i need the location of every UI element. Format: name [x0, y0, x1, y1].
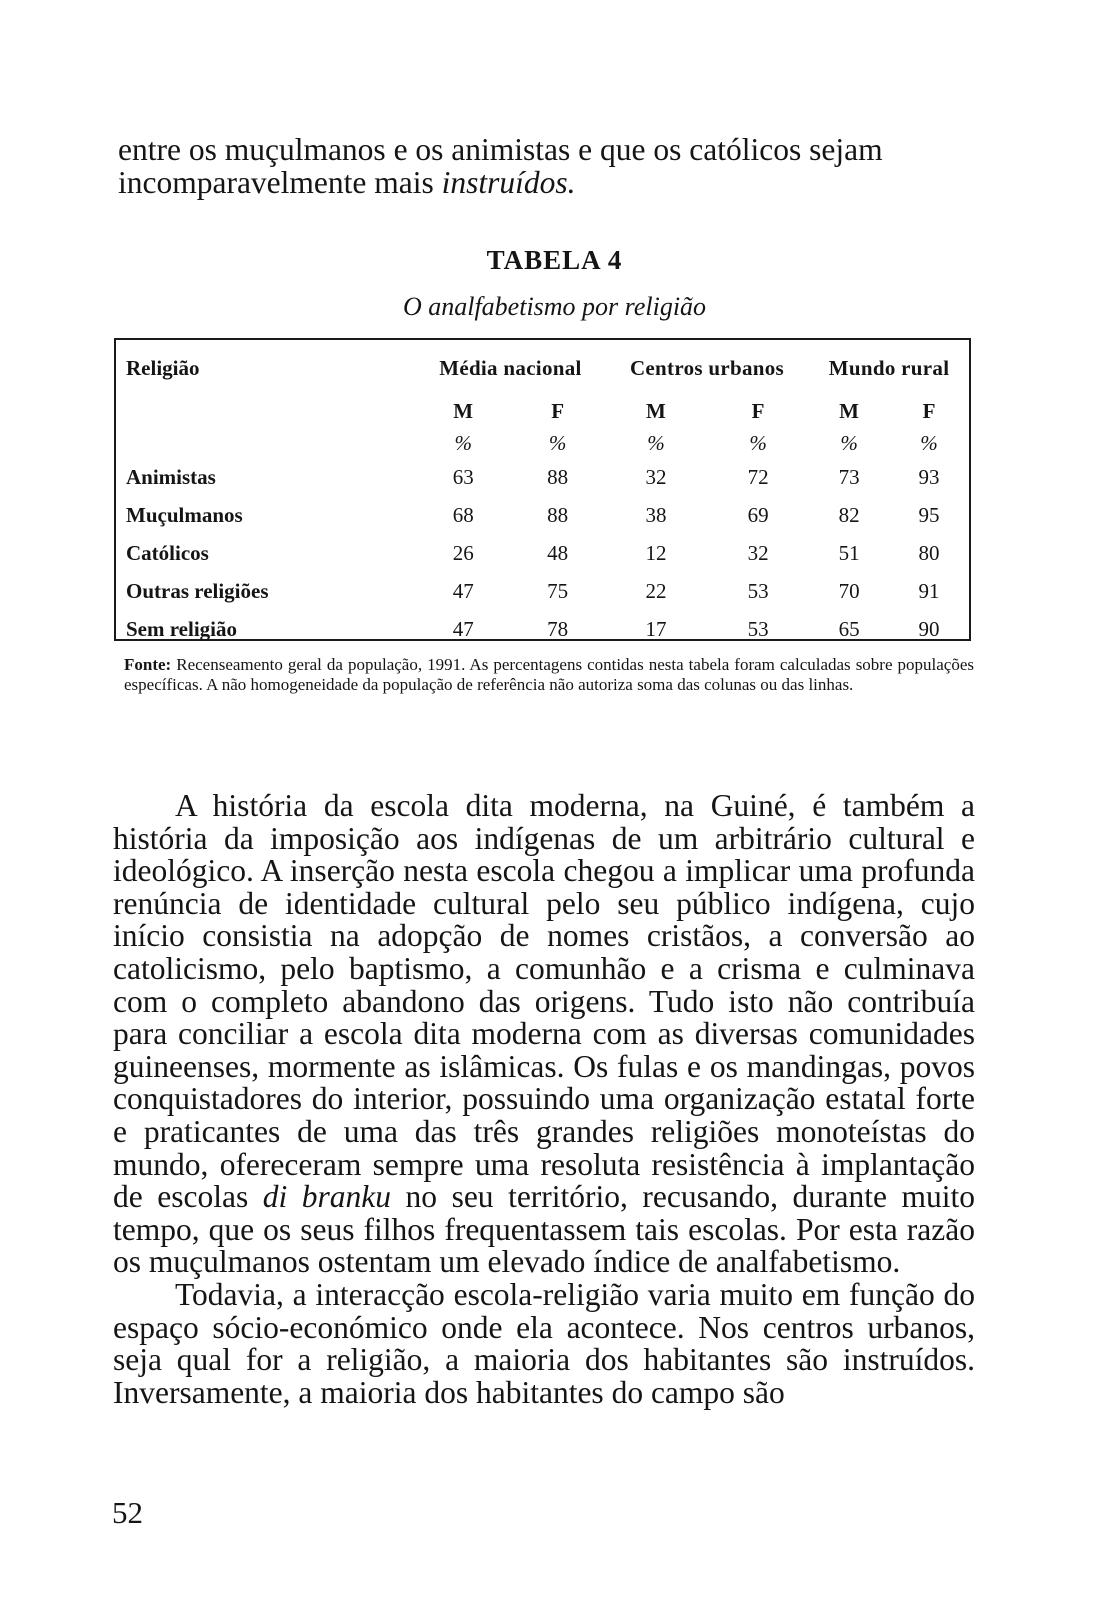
religion-label: Muçulmanos [126, 502, 243, 527]
table-cell: 88 [547, 464, 569, 489]
body-text-segment: A história da escola dita moderna, na Guiné, é também a história da imposição aos indígenas de um arbitrário cultural e ideológico. A inserção nesta escola chegou a implicar uma profunda renúncia de identidade cultural pelo seu público indígena, cujo início consistia na adopção de nomes cristãos, a conversão ao catolicismo, pelo baptismo, a comunhão e a crisma e culminava com o completo abandono das origens. Tudo isto não contribuía para conciliar a escola dita moderna com as diversas comunidades guineenses, mormente as islâmicas. Os fulas e os mandingas, povos conquistadores do interior, possuindo uma organização estatal forte e praticantes de uma das três grandes religiões monoteístas do mundo, ofereceram sempre uma resoluta resistência à implantação de escolas [113, 788, 975, 1215]
table-cell: 53 [747, 616, 769, 641]
table-cell: 32 [645, 464, 667, 489]
table-source-note [124, 655, 974, 695]
intro-italic: instruídos. [441, 165, 576, 200]
table-cell: 80 [918, 540, 940, 565]
table-cell: 63 [452, 464, 474, 489]
sex-label: F [922, 398, 936, 423]
table-cell: 72 [747, 464, 769, 489]
religion-label: Outras religiões [126, 578, 269, 603]
table-cell: 91 [918, 578, 940, 603]
header-spacer [116, 394, 416, 428]
page-number: 52 [112, 1495, 143, 1530]
intro-paragraph [118, 133, 980, 199]
table-sex-header-row [116, 394, 969, 428]
table-cell: 12 [645, 540, 667, 565]
table-cell: 51 [838, 540, 860, 565]
table-cell: 69 [747, 502, 769, 527]
religion-label: Animistas [126, 464, 216, 489]
sex-label: M [453, 398, 474, 423]
table-cell: 47 [452, 616, 474, 641]
table-cell: 68 [452, 502, 474, 527]
table-cell: 90 [918, 616, 940, 641]
table-cell: 95 [918, 502, 940, 527]
table-cell: 53 [747, 578, 769, 603]
table-cell: 82 [838, 502, 860, 527]
group-header-urban: Centros urbanos [629, 355, 785, 380]
table-cell: 38 [645, 502, 667, 527]
body-italic-term: di branku [262, 1179, 392, 1215]
table-cell: 47 [452, 578, 474, 603]
table-cell: 78 [547, 616, 569, 641]
unit-label: % [548, 430, 567, 455]
table-cell: 73 [838, 464, 860, 489]
table-cell: 48 [547, 540, 569, 565]
unit-label: % [920, 430, 938, 455]
sex-label: F [751, 398, 765, 423]
table-cell: 22 [645, 578, 667, 603]
illiteracy-table-frame [114, 338, 971, 641]
religion-label: Católicos [126, 540, 209, 565]
body-paragraph [113, 790, 975, 1279]
source-label: Fonte: [124, 655, 172, 674]
header-spacer [116, 428, 416, 458]
source-text: Recenseamento geral da população, 1991. As percentagens contidas nesta tabela foram calculadas sobre populações específicas. A não homogeneidade da população de referência não autoriza soma das colunas ou das linhas. [124, 655, 975, 694]
table-row [116, 458, 969, 496]
table-cell: 88 [547, 502, 569, 527]
table-subtitle: O analfabetismo por religião [402, 292, 707, 321]
table-cell: 65 [838, 616, 860, 641]
unit-label: % [647, 430, 665, 455]
table-row [116, 534, 969, 572]
illiteracy-table [116, 340, 969, 648]
table-row [116, 610, 969, 648]
table-unit-header-row [116, 428, 969, 458]
religion-label: Sem religião [126, 616, 238, 641]
table-cell: 70 [838, 578, 860, 603]
table-cell: 75 [547, 578, 569, 603]
table-row [116, 496, 969, 534]
body-paragraph: Todavia, a interacção escola-religião varia muito em função do espaço sócio-económico onde ela acontece. Nos centros urbanos, seja qual for a religião, a maioria dos habitantes são instruídos. Inversamente, a maioria dos habitantes do campo são [113, 1276, 975, 1410]
group-header-rural: Mundo rural [828, 355, 950, 380]
intro-text: entre os muçulmanos e os animistas e que os católicos sejam incomparavelmente mais [118, 132, 883, 200]
table-cell: 26 [452, 540, 474, 565]
body-text-segment: no seu território, recusando, durante muito tempo, que os seus filhos frequentassem tais escolas. Por esta razão os muçulmanos ostentam um elevado índice de analfabetismo. [113, 1179, 975, 1280]
unit-label: % [749, 430, 767, 455]
unit-label: % [840, 430, 858, 455]
body-text [113, 790, 975, 1409]
sex-label: M [839, 398, 859, 423]
table-group-header-row [116, 340, 969, 394]
table-cell: 93 [918, 464, 940, 489]
unit-label: % [454, 430, 472, 455]
sex-label: M [646, 398, 666, 423]
sex-label: F [551, 398, 565, 423]
table-row [116, 572, 969, 610]
table-cell: 17 [645, 616, 667, 641]
table-title: TABELA 4 [486, 245, 623, 275]
group-header-national: Média nacional [439, 355, 582, 380]
religion-column-header: Religião [126, 355, 200, 380]
table-cell: 32 [747, 540, 769, 565]
